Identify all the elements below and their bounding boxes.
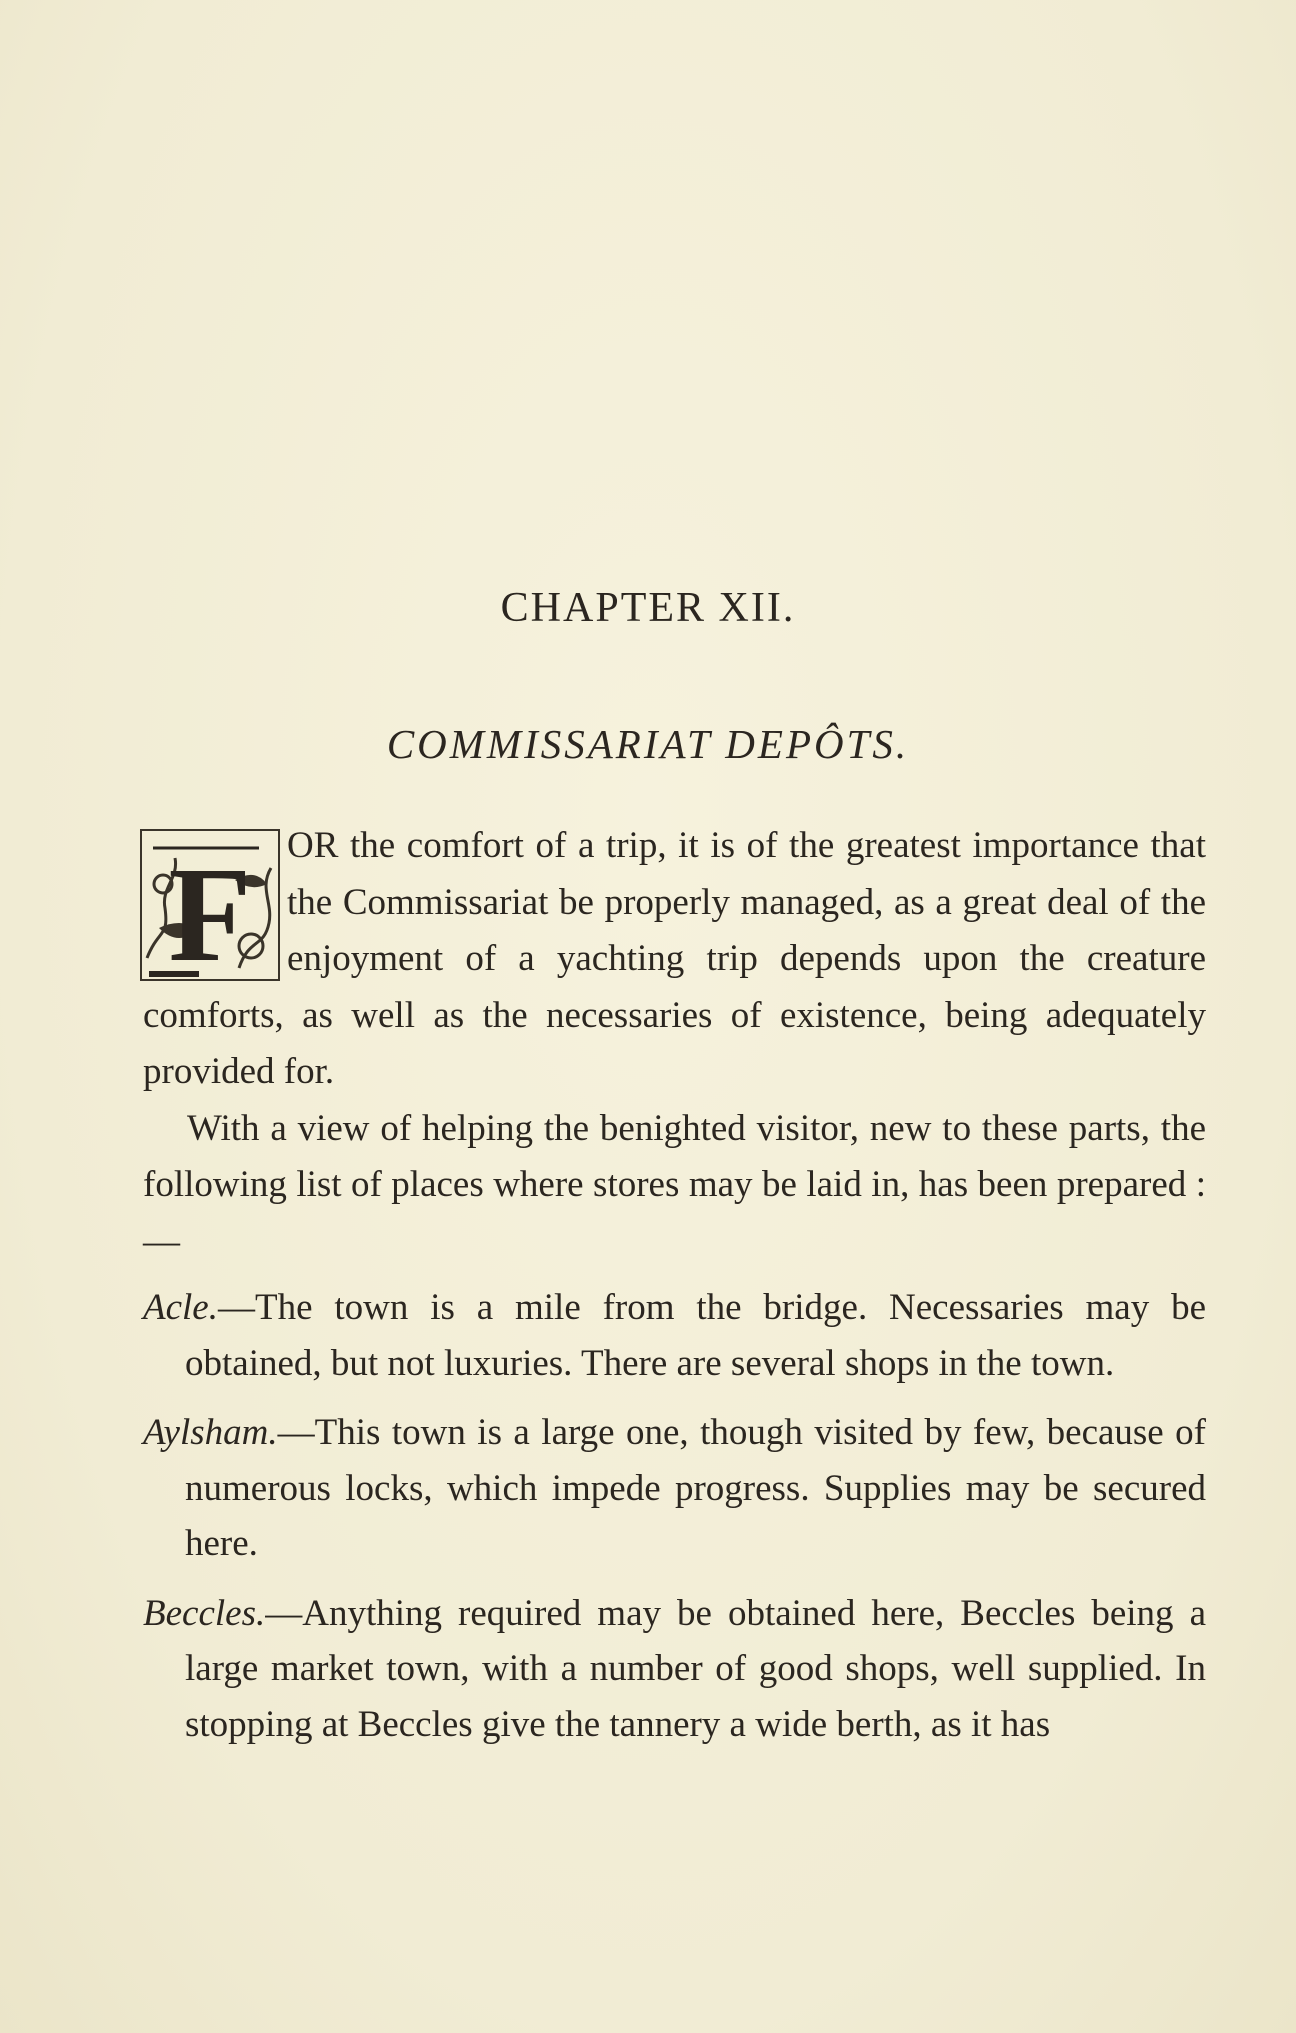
place-description: —This town is a large one, though visited by few, because of numerous locks, which impede progress. Supplies may be secured here. [185, 1412, 1206, 1564]
body-text [143, 818, 1206, 1752]
opening-paragraph [143, 818, 1206, 1101]
ornamental-dropcap-icon [139, 828, 281, 982]
place-description: —The town is a mile from the bridge. Necessaries may be obtained, but not luxuries. There are several shops in the town. [185, 1287, 1206, 1384]
second-paragraph: With a view of helping the benighted visitor, new to these parts, the following list of places where stores may be laid in, has been prepared :— [143, 1107, 1206, 1262]
list-item [143, 1405, 1206, 1572]
svg-text:F: F [168, 840, 252, 982]
chapter-title: COMMISSARIAT DEPÔTS. [386, 721, 910, 767]
place-name: Aylsham. [143, 1412, 278, 1453]
place-name: Beccles. [143, 1592, 266, 1634]
opening-paragraph-text: OR the comfort of a trip, it is of the greatest importance that the Commissariat be properly managed, as a great deal of the enjoyment of a yachting trip depends upon the creature comforts, as well as the necessaries of existence, being adequately provided for. [143, 825, 1206, 1092]
place-description: —Anything required may be obtained here, Beccles being a large market town, with a number of good shops, well supplied. In stopping at Beccles give the tannery a wide berth, as it has [185, 1592, 1206, 1745]
place-name: Acle. [143, 1287, 218, 1328]
list-item [143, 1280, 1206, 1391]
list-item [143, 1586, 1206, 1753]
chapter-number: CHAPTER XII. [500, 585, 796, 631]
